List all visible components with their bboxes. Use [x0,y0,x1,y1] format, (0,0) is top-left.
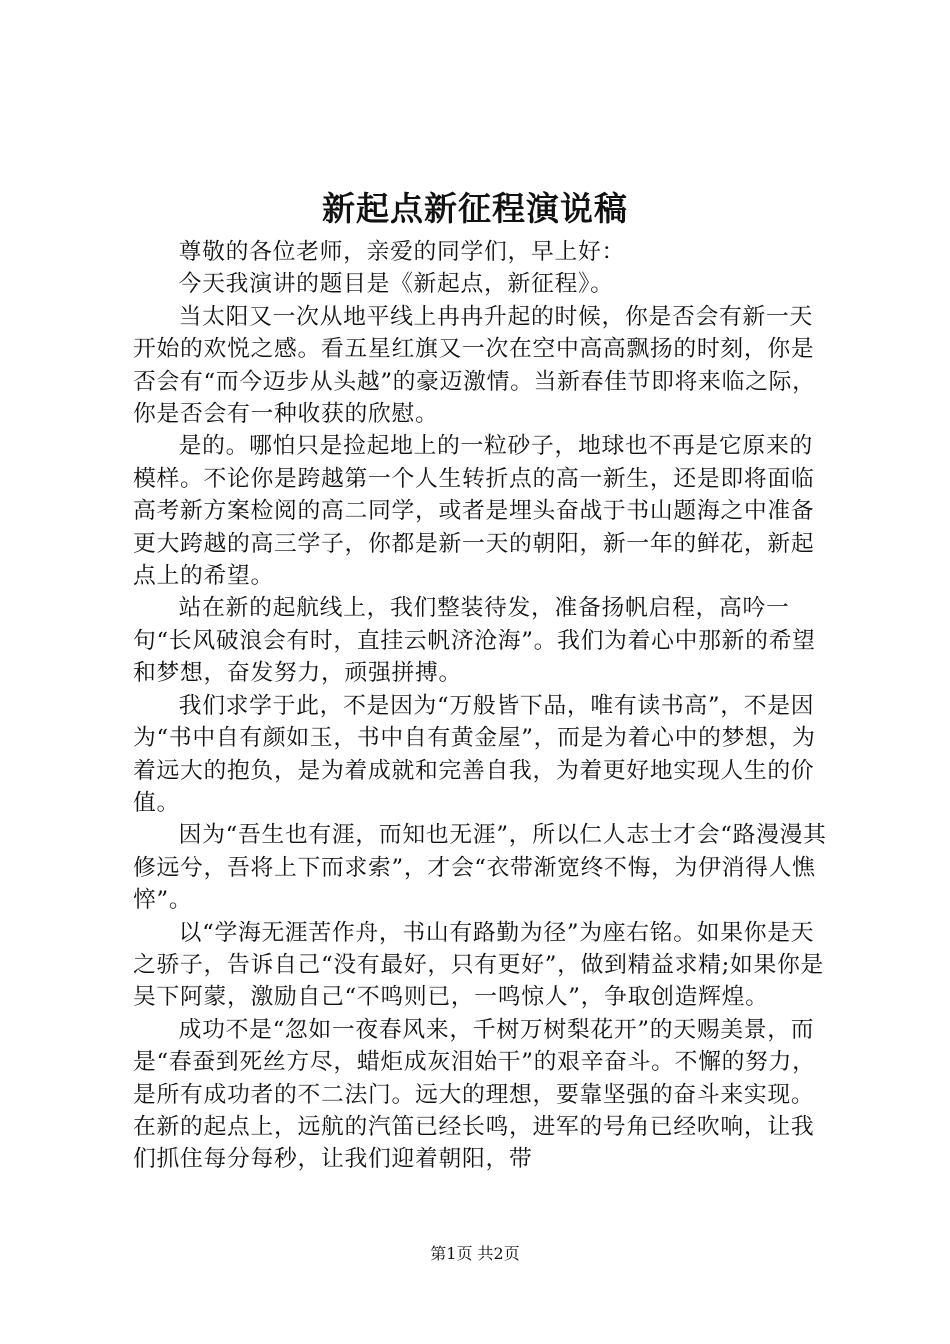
paragraph: 以“学海无涯苦作舟，书山有路勤为径”为座右铭。如果你是天之骄子，告诉自己“没有最好，只有更好”，做到精益求精;如果你是吴下阿蒙，激励自己“不鸣则已，一鸣惊人”，争取创造辉煌。 [133,919,825,1011]
paragraph: 今天我演讲的题目是《新起点，新征程》。 [178,271,614,298]
paragraph: 我们求学于此，不是因为“万般皆下品，唯有读书高”，不是因为“书中自有颜如玉，书中自有黄金屋”，而是为着心中的梦想，为着远大的抱负，是为着成就和完善自我，为着更好地实现人生的价值。 [133,692,816,816]
document-body [133,236,829,1176]
paragraph: 是的。哪怕只是捡起地上的一粒砂子，地球也不再是它原来的模样。不论你是跨越第一个人生转折点的高一新生，还是即将面临高考新方案检阅的高二同学，或者是埋头奋战于书山题海之中准备更大跨越的高三学子，你都是新一天的朝阳，新一年的鲜花，新起点上的希望。 [133,433,815,590]
document-title: 新起点新征程演说稿 [322,189,628,228]
paragraph: 站在新的起航线上，我们整装待发，准备扬帆启程，高吟一句“长风破浪会有时，直挂云帆济沧海”。我们为着心中那新的希望和梦想，奋发努力，顽强拼搏。 [133,595,816,687]
paragraph: 尊敬的各位老师，亲爱的同学们，早上好： [178,239,626,265]
paragraph: 成功不是“忽如一夜春风来，千树万树梨花开”的天赐美景，而是“春蚕到死丝方尽，蜡炬成灰泪始干”的艰辛奋斗。不懈的努力，是所有成功者的不二法门。远大的理想，要靠坚强的奋斗来实现。在新的起点上，远航的汽笛已经长鸣，进军的号角已经吹响，让我们抓住每分每秒，让我们迎着朝阳，带 [133,1016,816,1173]
paragraph: 因为“吾生也有涯，而知也无涯”，所以仁人志士才会“路漫漫其修远兮，吾将上下而求索”，才会“衣带渐宽终不悔，为伊消得人憔悴”。 [133,822,827,914]
page-number-footer: 第1页 共2页 [430,1244,520,1263]
paragraph: 当太阳又一次从地平线上冉冉升起的时候，你是否会有新一天开始的欢悦之感。看五星红旗又一次在空中高高飘扬的时刻，你是否会有“而今迈步从头越”的豪迈激情。当新春佳节即将来临之际，你是否会有一种收获的欣慰。 [133,303,816,428]
